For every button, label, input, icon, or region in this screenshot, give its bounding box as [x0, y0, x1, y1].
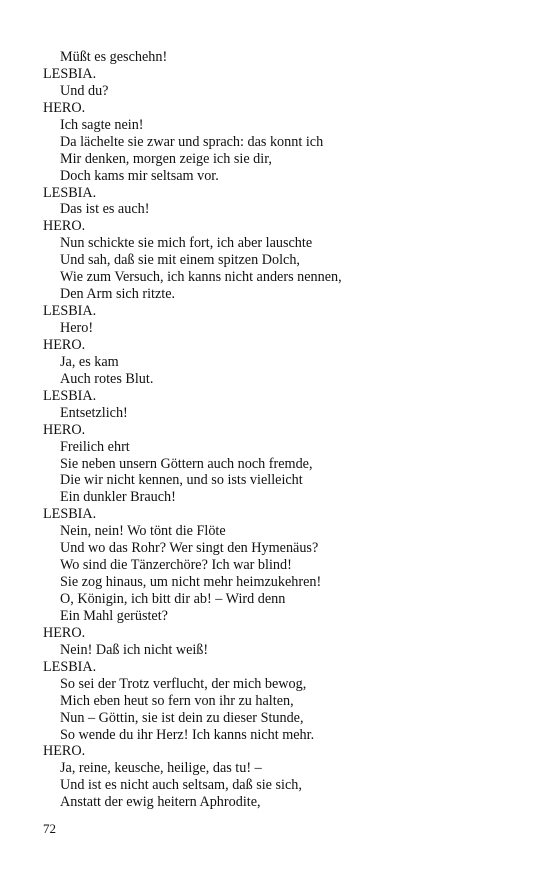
speaker-name: LESBIA.: [43, 65, 97, 82]
verse-line: Und du?: [60, 82, 109, 99]
verse-line: Freilich ehrt: [60, 438, 130, 455]
page-text-block: [43, 49, 523, 811]
verse-line: Das ist es auch!: [60, 201, 150, 218]
verse-line: Nein! Daß ich nicht weiß!: [60, 641, 209, 658]
verse-line: Wo sind die Tänzerchöre? Ich war blind!: [60, 557, 292, 574]
speaker-name: HERO.: [43, 99, 86, 116]
verse-line: Sie zog hinaus, um nicht mehr heimzukehren!: [60, 574, 322, 591]
verse-line: O, Königin, ich bitt dir ab! – Wird denn: [60, 591, 286, 607]
verse-line: Ein Mahl gerüstet?: [60, 607, 168, 624]
verse-line: Nein, nein! Wo tönt die Flöte: [60, 523, 226, 540]
speaker-name: LESBIA.: [43, 658, 97, 675]
speaker-name: LESBIA.: [43, 184, 97, 201]
verse-line: Mir denken, morgen zeige ich sie dir,: [60, 150, 272, 167]
speaker-name: HERO.: [43, 218, 86, 235]
verse-line: Ich sagte nein!: [60, 116, 144, 133]
verse-line: Entsetzlich!: [60, 404, 128, 421]
verse-line: Und wo das Rohr? Wer singt den Hymenäus?: [60, 540, 319, 557]
speaker-name: HERO.: [43, 624, 86, 641]
verse-line: Ja, reine, keusche, heilige, das tu! –: [60, 760, 262, 777]
verse-line: Wie zum Versuch, ich kanns nicht anders nennen,: [60, 269, 342, 286]
verse-line: Nun – Göttin, sie ist dein zu dieser Stunde,: [60, 709, 304, 726]
verse-line: Den Arm sich ritzte.: [60, 286, 176, 303]
speaker-name: LESBIA.: [43, 387, 97, 404]
verse-line: Mich eben heut so fern von ihr zu halten,: [60, 692, 294, 709]
verse-line: So sei der Trotz verflucht, der mich bewog,: [60, 675, 307, 692]
speaker-name: LESBIA.: [43, 506, 97, 523]
verse-line: Und sah, daß sie mit einem spitzen Dolch,: [60, 252, 300, 269]
verse-line: Anstatt der ewig heitern Aphrodite,: [60, 794, 261, 811]
verse-line: Die wir nicht kennen, und so ists vielleicht: [60, 472, 303, 489]
verse-line: Und ist es nicht auch seltsam, daß sie sich,: [60, 777, 302, 794]
speaker-name: HERO.: [43, 336, 86, 353]
verse-line: Doch kams mir seltsam vor.: [60, 167, 219, 184]
verse-line: Hero!: [60, 320, 94, 336]
verse-line: Ja, es kam: [60, 353, 119, 370]
speaker-name: LESBIA.: [43, 303, 97, 320]
page-number: 72: [43, 821, 56, 836]
verse-line: Auch rotes Blut.: [60, 370, 154, 387]
verse-line: Müßt es geschehn!: [60, 49, 168, 65]
verse-line: Da lächelte sie zwar und sprach: das konnt ich: [60, 133, 324, 150]
speaker-name: HERO.: [43, 743, 86, 760]
verse-line: Ein dunkler Brauch!: [60, 489, 176, 506]
speaker-name: HERO.: [43, 421, 86, 438]
verse-line: Sie neben unsern Göttern auch noch fremde,: [60, 455, 313, 472]
verse-line: So wende du ihr Herz! Ich kanns nicht mehr.: [60, 726, 315, 743]
verse-line: Nun schickte sie mich fort, ich aber lauschte: [60, 235, 313, 252]
